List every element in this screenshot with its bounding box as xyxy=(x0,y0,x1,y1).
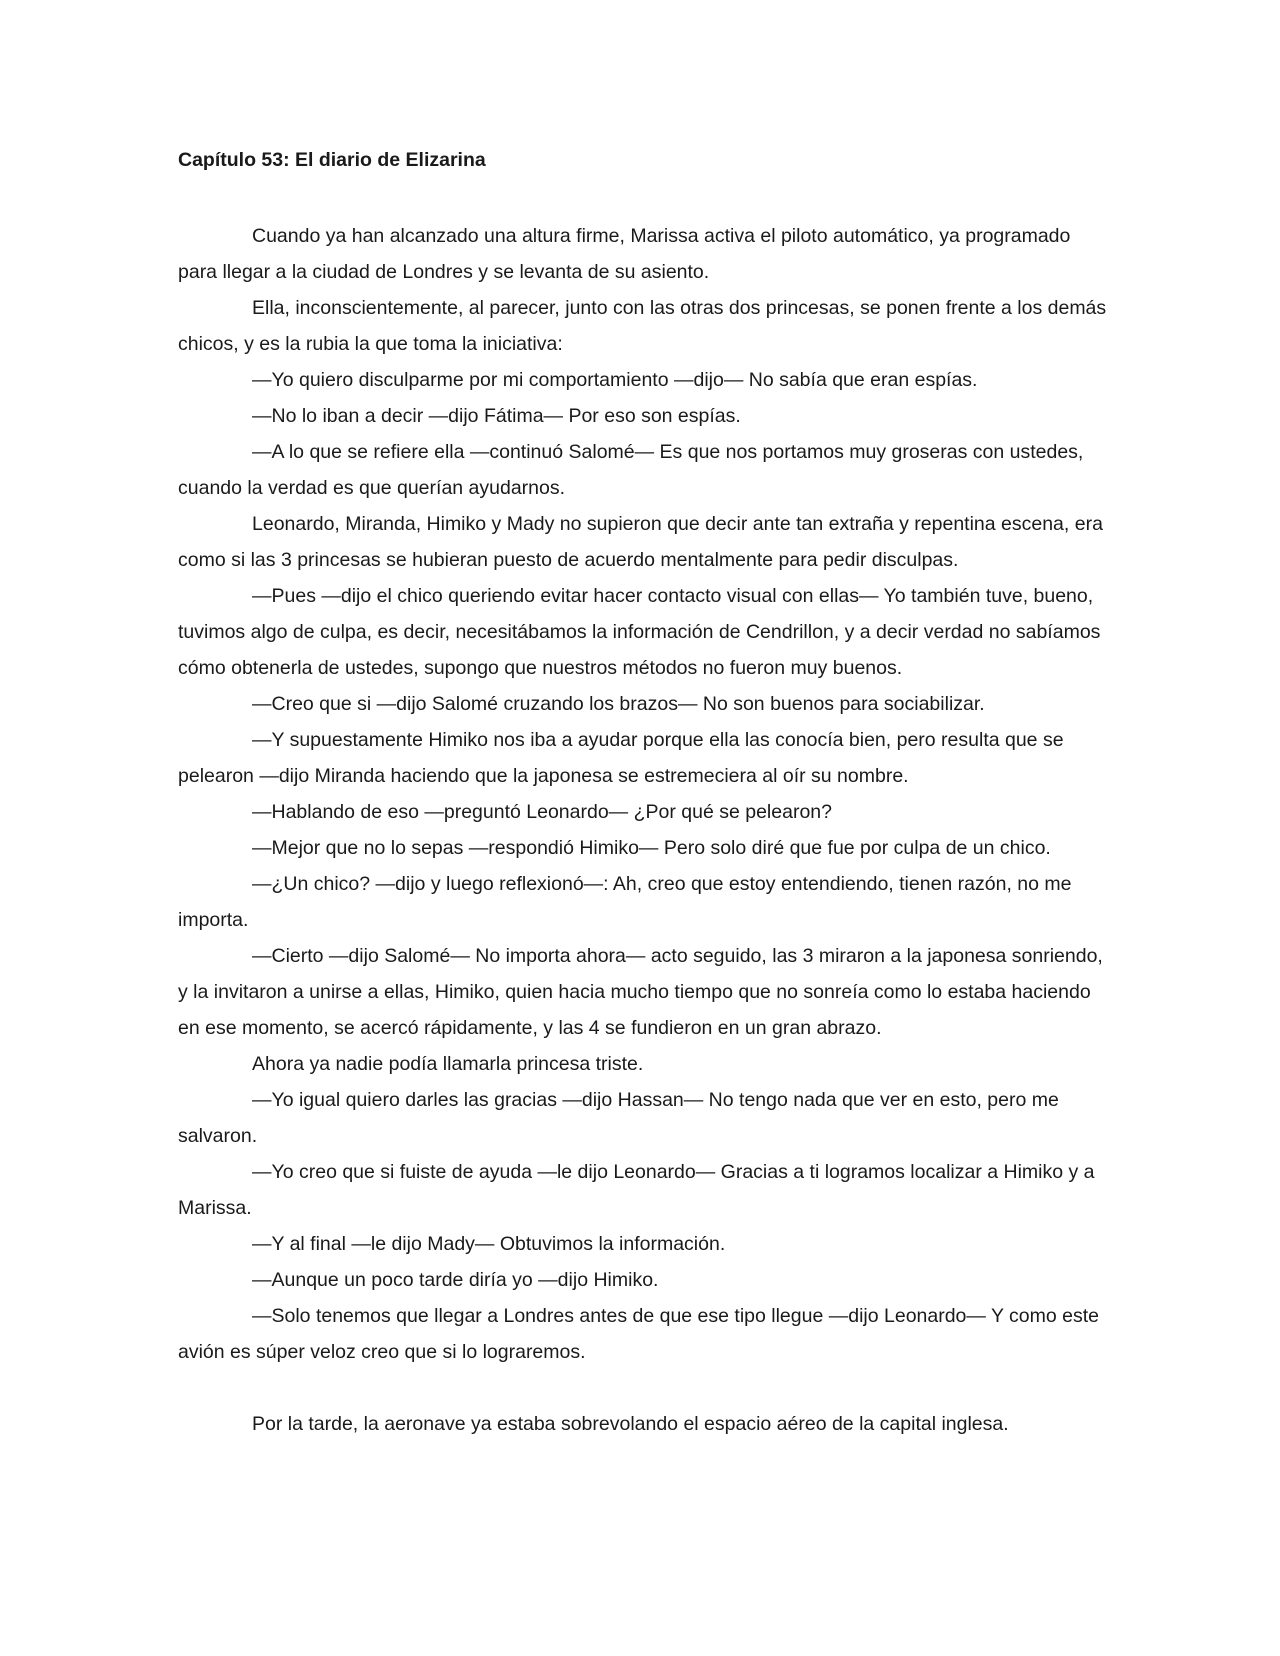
dialogue-line: —Yo creo que si fuiste de ayuda —le dijo Leonardo— Gracias a ti logramos localizar a Himiko y a Marissa. xyxy=(178,1161,1095,1219)
dialogue-line: —Yo igual quiero darles las gracias —dijo Hassan— No tengo nada que ver en esto, pero me salvaron. xyxy=(178,1089,1059,1147)
dialogue-line: —Solo tenemos que llegar a Londres antes de que ese tipo llegue —dijo Leonardo— Y como este avión es súper veloz creo que si lo lograremos. xyxy=(178,1305,1100,1363)
paragraph: Cuando ya han alcanzado una altura firme, Marissa activa el piloto automático, ya programado para llegar a la ciudad de Londres y se levanta de su asiento. xyxy=(178,225,1071,283)
paragraph: Ella, inconscientemente, al parecer, junto con las otras dos princesas, se ponen frente a los demás chicos, y es la rubia la que toma la iniciativa: xyxy=(178,297,1107,355)
dialogue-line: —Pues —dijo el chico queriendo evitar hacer contacto visual con ellas— Yo también tuve, bueno, tuvimos algo de culpa, es decir, necesitábamos la información de Cendrillon, y a decir verdad no sabíamos cómo obtenerla de ustedes, supongo que nuestros métodos no fueron muy buenos. xyxy=(178,585,1101,679)
dialogue-line: —Creo que si —dijo Salomé cruzando los brazos— No son buenos para sociabilizar. xyxy=(252,693,985,715)
dialogue-line: —Mejor que no lo sepas —respondió Himiko— Pero solo diré que fue por culpa de un chico. xyxy=(252,837,1051,859)
paragraph: Por la tarde, la aeronave ya estaba sobrevolando el espacio aéreo de la capital inglesa. xyxy=(252,1413,1009,1435)
dialogue-line: —Aunque un poco tarde diría yo —dijo Himiko. xyxy=(252,1269,659,1291)
dialogue-line: —Y supuestamente Himiko nos iba a ayudar porque ella las conocía bien, pero resulta que se pelearon —dijo Miranda haciendo que la japonesa se estremeciera al oír su nombre. xyxy=(178,729,1064,787)
dialogue-line: —Y al final —le dijo Mady— Obtuvimos la información. xyxy=(252,1233,726,1255)
chapter-body xyxy=(178,218,1108,1442)
paragraph: Leonardo, Miranda, Himiko y Mady no supieron que decir ante tan extraña y repentina escena, era como si las 3 princesas se hubieran puesto de acuerdo mentalmente para pedir disculpas. xyxy=(178,513,1103,571)
dialogue-line: —No lo iban a decir —dijo Fátima— Por eso son espías. xyxy=(252,405,741,427)
chapter-title: Capítulo 53: El diario de Elizarina xyxy=(178,149,486,171)
dialogue-line: —Hablando de eso —preguntó Leonardo— ¿Por qué se pelearon? xyxy=(252,801,832,823)
dialogue-line: —¿Un chico? —dijo y luego reflexionó—: Ah, creo que estoy entendiendo, tienen razón, no me importa. xyxy=(178,873,1072,931)
paragraph: Ahora ya nadie podía llamarla princesa triste. xyxy=(252,1053,644,1075)
dialogue-line: —A lo que se refiere ella —continuó Salomé— Es que nos portamos muy groseras con ustedes, cuando la verdad es que querían ayudarnos. xyxy=(178,441,1084,499)
dialogue-line: —Yo quiero disculparme por mi comportamiento —dijo— No sabía que eran espías. xyxy=(252,369,978,391)
dialogue-line: —Cierto —dijo Salomé— No importa ahora— acto seguido, las 3 miraron a la japonesa sonriendo, y la invitaron a unirse a ellas, Himiko, quien hacia mucho tiempo que no sonreía como lo estaba haciendo en ese momento, se acercó rápidamente, y las 4 se fundieron en un gran abrazo. xyxy=(178,945,1103,1039)
